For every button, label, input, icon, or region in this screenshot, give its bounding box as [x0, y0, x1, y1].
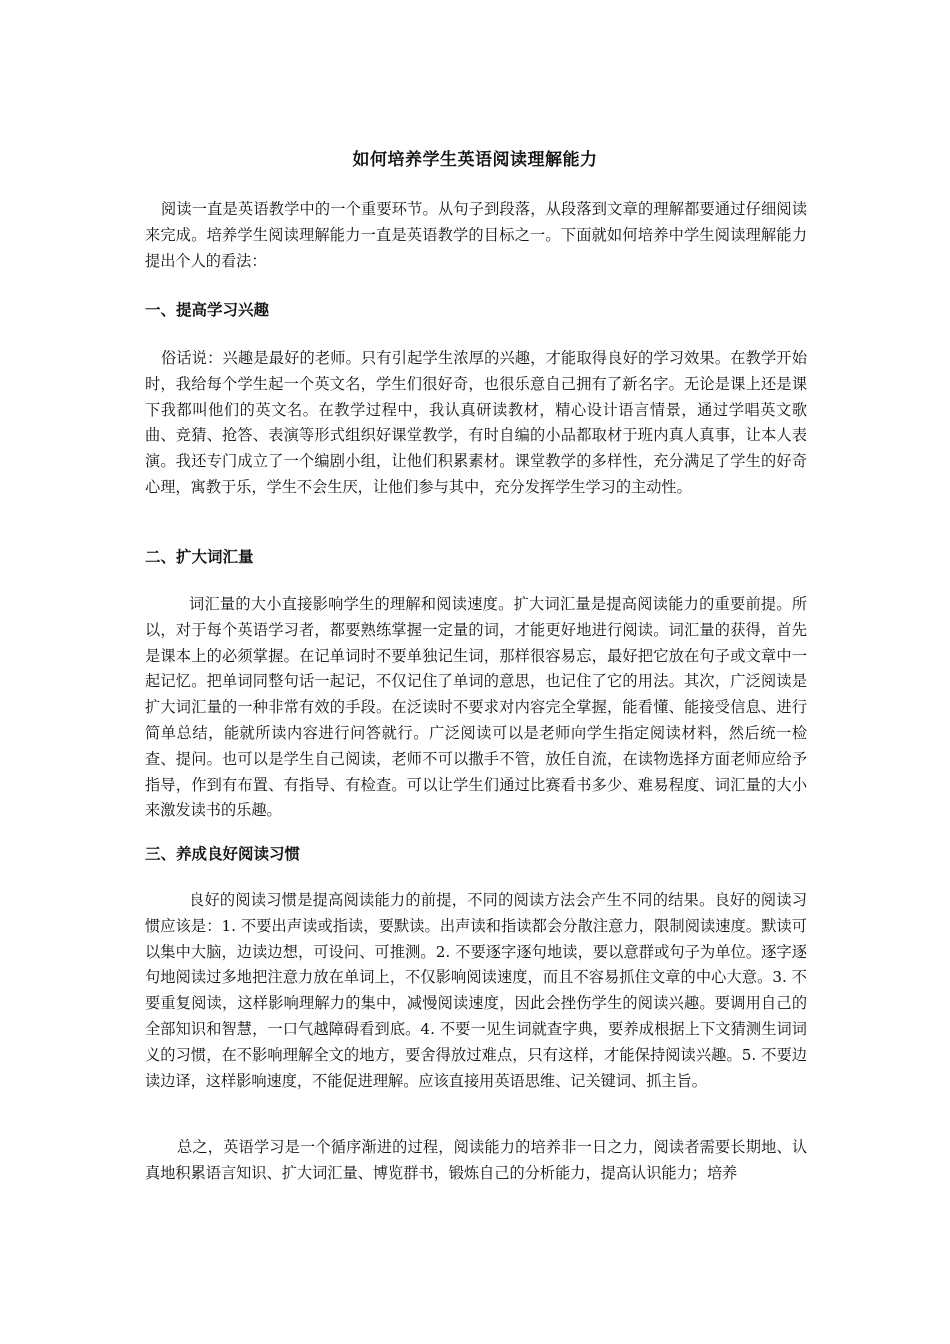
document-title: 如何培养学生英语阅读理解能力	[352, 150, 598, 170]
section-body-habits: 良好的阅读习惯是提高阅读能力的前提，不同的阅读方法会产生不同的结果。良好的阅读习惯应该是：1. 不要出声读或指读，要默读。出声读和指读都会分散注意力，限制阅读速度。默读可以集中大脑，边读边想，可设问、可推测。2. 不要逐字逐句地读，要以意群或句子为单位。逐字逐句地阅读过多地把注意力放在单词上，不仅影响阅读速度，而且不容易抓住文章的中心大意。3. 不要重复阅读，这样影响理解力的集中，减慢阅读速度，因此会挫伤学生的阅读兴趣。要调用自己的全部知识和智慧，一口气越障碍看到底。4. 不要一见生词就查字典，要养成根据上下文猜测生词词义的习惯，在不影响理解全文的地方，要舍得放过难点，只有这样，才能保持阅读兴趣。5. 不要边读边译，这样影响速度，不能促进理解。应该直接用英语思维、记关键词、抓主旨。	[145, 891, 807, 1090]
section-body-interest: 俗话说：兴趣是最好的老师。只有引起学生浓厚的兴趣，才能取得良好的学习效果。在教学开始时，我给每个学生起一个英文名，学生们很好奇，也很乐意自己拥有了新名字。无论是课上还是课下我都叫他们的英文名。在教学过程中，我认真研读教材，精心设计语言情景，通过学唱英文歌曲、竞猜、抢答、表演等形式组织好课堂教学，有时自编的小品都取材于班内真人真事，让本人表演。我还专门成立了一个编剧小组，让他们积累素材。课堂教学的多样性，充分满足了学生的好奇心理，寓教于乐，学生不会生厌，让他们参与其中，充分发挥学生学习的主动性。	[145, 349, 807, 496]
conclusion-paragraph: 总之，英语学习是一个循序渐进的过程，阅读能力的培养非一日之力，阅读者需要长期地、认真地积累语言知识、扩大词汇量、博览群书，锻炼自己的分析能力，提高认识能力；培养	[145, 1138, 807, 1182]
section-heading-interest: 一、提高学习兴趣	[145, 300, 270, 319]
section-heading-habits: 三、养成良好阅读习惯	[145, 844, 301, 863]
intro-paragraph: 阅读一直是英语教学中的一个重要环节。从句子到段落，从段落到文章的理解都要通过仔细阅读来完成。培养学生阅读理解能力一直是英语教学的目标之一。下面就如何培养中学生阅读理解能力提出个人的看法：	[145, 200, 807, 270]
section-heading-vocabulary: 二、扩大词汇量	[145, 547, 254, 566]
section-body-vocabulary: 词汇量的大小直接影响学生的理解和阅读速度。扩大词汇量是提高阅读能力的重要前提。所以，对于每个英语学习者，都要熟练掌握一定量的词，才能更好地进行阅读。词汇量的获得，首先是课本上的必须掌握。在记单词时不要单独记生词，那样很容易忘，最好把它放在句子或文章中一起记忆。把单词同整句话一起记，不仅记住了单词的意思，也记住了它的用法。其次，广泛阅读是扩大词汇量的一种非常有效的手段。在泛读时不要求对内容完全掌握，能看懂、能接受信息、进行简单总结，能就所读内容进行问答就行。广泛阅读可以是老师向学生指定阅读材料，然后统一检查、提问。也可以是学生自己阅读，老师不可以撒手不管，放任自流，在读物选择方面老师应给予指导，作到有布置、有指导、有检查。可以让学生们通过比赛看书多少、难易程度、词汇量的大小来激发读书的乐趣。	[145, 595, 807, 820]
